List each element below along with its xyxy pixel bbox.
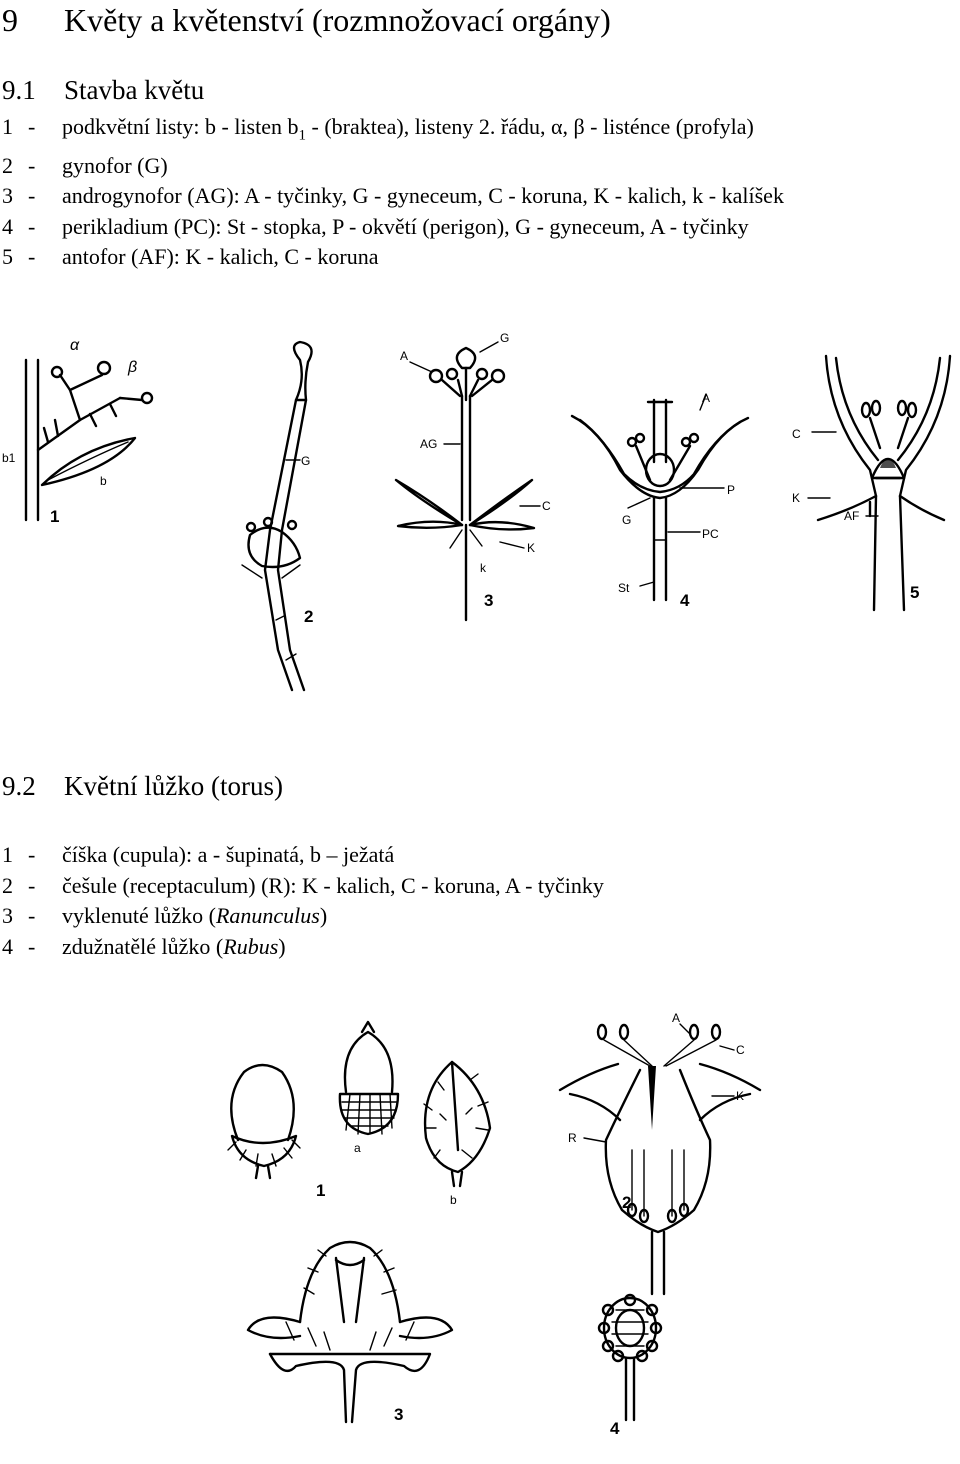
figure-5-number: 5 (910, 583, 920, 602)
section-9-1-heading (2, 73, 204, 107)
item-number: 3 (2, 903, 13, 928)
label-St: St (618, 581, 630, 595)
label-A: A (400, 349, 409, 363)
list-item (2, 181, 784, 212)
figure-3-number: 3 (484, 591, 494, 610)
item-dash: - (28, 244, 36, 270)
figure-4-number: 4 (680, 591, 690, 610)
figure-1-number: 1 (50, 507, 60, 526)
figure-5-anthophore (818, 356, 950, 610)
list-item (2, 112, 784, 151)
item-text: zdužnatělé lůžko ( (62, 933, 224, 959)
item-text-cont: - (braktea), listeny 2. řádu, α, β - listénce (profyla) (306, 114, 754, 139)
chapter-title-text: Květy a květenství (rozmnožovací orgány) (64, 2, 611, 38)
item-dash: - (28, 213, 36, 239)
list-item (2, 242, 784, 273)
list-item (2, 840, 604, 871)
item-text: vyklenuté lůžko ( (62, 903, 216, 928)
list-item (2, 212, 784, 243)
item-number: 2 (2, 872, 13, 898)
label-alpha: α (70, 337, 80, 354)
label-C: C (736, 1043, 745, 1057)
figure-receptaculum (560, 1025, 760, 1294)
section-9-1-list (2, 112, 784, 273)
item-text-cont: ) (278, 933, 286, 959)
item-text: antofor (AF): K - kalich, C - koruna (62, 244, 379, 270)
item-text-cont: ) (319, 903, 328, 928)
flower-structure-figures (0, 320, 960, 720)
figure-ranunculus-number: 3 (394, 1405, 404, 1424)
label-C: C (792, 427, 801, 441)
label-C: C (542, 499, 551, 513)
figure-cupula-number: 1 (316, 1181, 326, 1200)
item-dash: - (28, 872, 36, 898)
item-subscript: 1 (298, 127, 306, 144)
item-number: 1 (2, 114, 13, 139)
item-text: číška (cupula): a - šupinatá, b – ježatá (62, 842, 395, 867)
figure-4-perikladium (572, 400, 748, 600)
label-A: A (672, 1011, 681, 1025)
item-dash: - (28, 903, 36, 928)
list-item (2, 932, 604, 963)
item-text: gynofor (G) (62, 152, 168, 178)
label-k: k (480, 561, 486, 575)
section-number: 9.2 (2, 771, 36, 801)
label-K: K (792, 491, 801, 505)
figure-2-gynophore (242, 342, 312, 690)
item-number: 3 (2, 183, 13, 209)
label-b1: b1 (2, 451, 16, 465)
label-K: K (527, 541, 536, 555)
item-italic: Rubus (223, 933, 279, 959)
item-number: 4 (2, 933, 13, 959)
section-9-2-heading (2, 769, 283, 803)
label-A: A (702, 391, 711, 405)
label-PC: PC (702, 527, 719, 541)
list-item (2, 901, 604, 932)
figure-3-androgynophore (396, 348, 534, 620)
list-item (2, 151, 784, 182)
item-number: 4 (2, 213, 13, 239)
item-number: 2 (2, 152, 13, 178)
label-AF: AF (844, 509, 860, 523)
item-number: 5 (2, 244, 13, 270)
section-title: Květní lůžko (torus) (64, 771, 283, 801)
item-text: podkvětní listy: b - listen b (62, 114, 299, 139)
figure-2-number: 2 (304, 607, 314, 626)
label-P: P (727, 483, 736, 497)
section-title: Stavba květu (64, 75, 205, 105)
label-G: G (500, 331, 510, 345)
figure-rubus-number: 4 (610, 1419, 620, 1438)
label-K: K (736, 1089, 745, 1103)
item-dash: - (28, 842, 36, 867)
figure-cupula-empty (228, 1065, 300, 1178)
item-dash: - (28, 183, 36, 209)
figure-receptaculum-number: 2 (622, 1193, 632, 1212)
item-number: 1 (2, 842, 13, 867)
figure-cupula-a (340, 1022, 398, 1134)
label-R: R (568, 1131, 577, 1145)
label-G: G (622, 513, 632, 527)
list-item (2, 871, 604, 902)
label-AG: AG (420, 437, 438, 451)
chapter-number: 9 (2, 2, 18, 38)
item-text: češule (receptaculum) (R): K - kalich, C - koruna, A - tyčinky (62, 872, 604, 898)
item-text: androgynofor (AG): A - tyčinky, G - gyneceum, C - koruna, K - kalich, k - kalíšek (62, 183, 784, 209)
figure-rubus (599, 1295, 661, 1420)
label-b: b (100, 474, 107, 488)
section-9-2-list (2, 840, 604, 962)
item-text: perikladium (PC): St - stopka, P - okvětí (perigon), G - gyneceum, A - tyčinky (62, 213, 749, 239)
item-dash: - (28, 152, 36, 178)
figure-ranunculus (248, 1242, 452, 1422)
item-dash: - (28, 933, 36, 959)
figure-cupula-b (424, 1062, 490, 1186)
label-a: a (354, 1141, 361, 1155)
item-dash: - (28, 114, 36, 139)
label-G: G (301, 454, 311, 468)
label-b: b (450, 1193, 457, 1207)
section-number: 9.1 (2, 75, 36, 105)
figure-1-bracts (26, 360, 152, 520)
label-beta: β (128, 359, 138, 376)
torus-figures (0, 1010, 960, 1450)
chapter-title (2, 0, 611, 40)
item-italic: Ranunculus (215, 903, 320, 928)
